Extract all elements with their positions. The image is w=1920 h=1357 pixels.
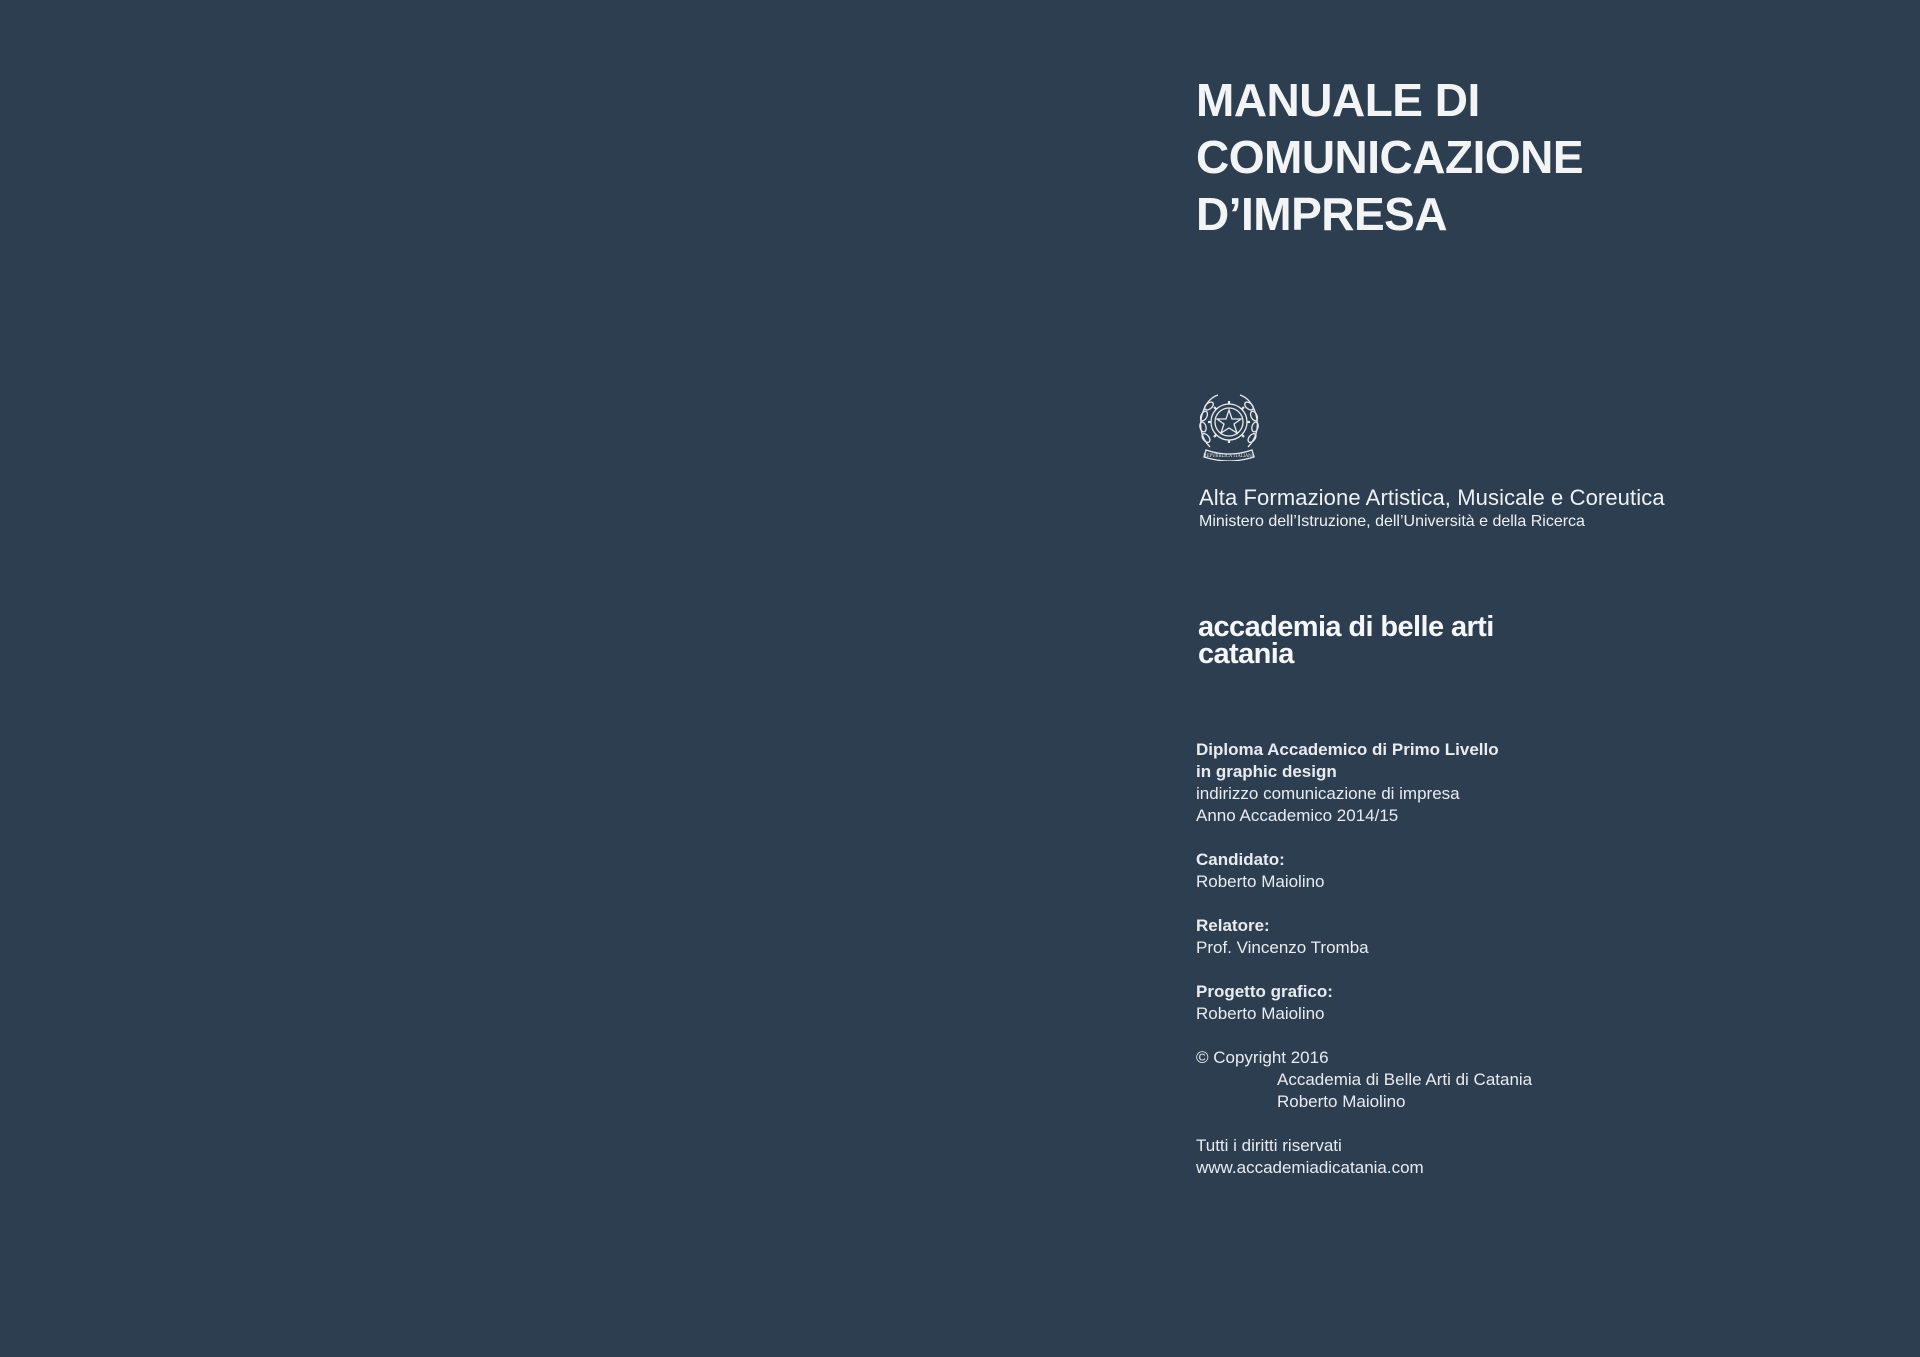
academy-line: accademia di belle arti [1198,611,1494,643]
copyright-holder: Accademia di Belle Arti di Catania [1277,1070,1533,1089]
academy-line: catania [1198,638,1294,670]
institution-block [1199,484,1665,532]
ministry-name: Ministero dell’Istruzione, dell’Università e della Ricerca [1199,513,1585,530]
design-label: Progetto grafico: [1196,982,1333,1001]
copyright-holder: Roberto Maiolino [1277,1092,1406,1111]
colophon [1196,739,1532,1179]
supervisor-label: Relatore: [1196,916,1270,935]
emblem-inscription: REPVBBLICA ITALIANA [1203,453,1255,458]
supervisor-name: Prof. Vincenzo Tromba [1196,938,1369,957]
copyright-line: © Copyright 2016 [1196,1048,1329,1067]
academic-year: Anno Accademico 2014/15 [1196,806,1399,825]
cover-title-line: D’IMPRESA [1196,188,1448,240]
candidate-name: Roberto Maiolino [1196,872,1325,891]
diploma-track: indirizzo comunicazione di impresa [1196,784,1460,803]
cover-title-line: MANUALE DI [1196,74,1480,126]
cover-title-line: COMUNICAZIONE [1196,131,1584,183]
diploma-title: Diploma Accademico di Primo Livello [1196,740,1499,759]
academy-logotype [1198,611,1494,670]
diploma-subject: in graphic design [1196,762,1337,781]
institution-name: Alta Formazione Artistica, Musicale e Coreutica [1199,485,1665,510]
rights-notice: Tutti i diritti riservati [1196,1136,1342,1155]
website-link[interactable]: www.accademiadicatania.com [1196,1158,1424,1177]
italian-republic-emblem-icon [1196,387,1262,461]
designer-name: Roberto Maiolino [1196,1004,1325,1023]
candidate-label: Candidato: [1196,850,1285,869]
cover-title [1196,72,1583,243]
